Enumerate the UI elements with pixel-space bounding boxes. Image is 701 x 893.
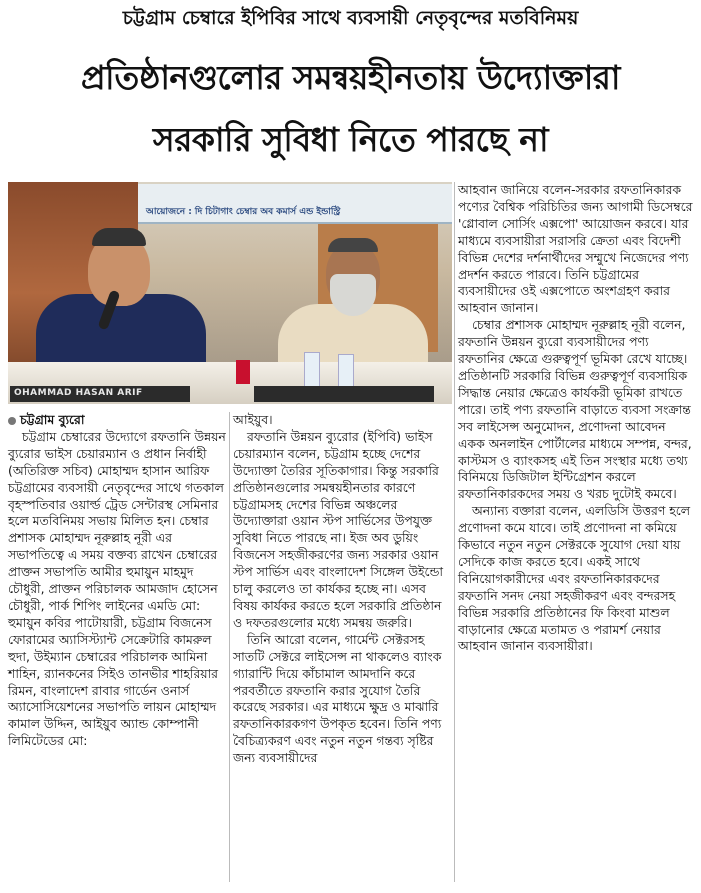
paragraph: আইয়ুব।	[233, 412, 273, 427]
article-column-2	[233, 412, 453, 767]
nameplate	[10, 386, 190, 402]
article-column-1	[8, 412, 228, 750]
photo-banner	[138, 184, 452, 224]
paragraph: তিনি আরো বলেন, গার্মেন্ট সেক্টরসহ সাতটি সেক্টরে লাইসেন্স না থাকলেও ব্যাংক গ্যারান্টি দিয়ে কাঁচামাল আমদানি করে পরবর্তীতে রফতানি করার সুযোগ তৈরি করেছে সরকার। এর মাধ্যমে ক্ষুদ্র ও মাঝারি রফতানিকারকগণ উপকৃত হবেন। তিনি পণ্য বৈচিত্র্যকরণ এবং নতুন নতুন গন্তব্য সৃষ্টির জন্য ব্যবসায়ীদের	[233, 631, 442, 766]
column-divider	[229, 412, 230, 882]
water-bottle	[304, 352, 320, 388]
headline-line-1: প্রতিষ্ঠানগুলোর সমন্বয়হীনতায় উদ্যোক্তারা	[80, 58, 621, 97]
speaker-left-hair	[92, 228, 146, 246]
speaker-right-cap	[328, 238, 378, 252]
kicker-headline: চট্টগ্রাম চেম্বারে ইপিবির সাথে ব্যবসায়ী নেতৃবৃন্দের মতবিনিময়	[122, 7, 579, 29]
pen-holder	[236, 360, 250, 384]
bullet-icon	[8, 417, 16, 425]
column-divider	[454, 182, 455, 882]
paragraph: আহবান জানিয়ে বলেন-সরকার রফতানিকারক পণ্যের বৈশ্বিক পরিচিতির জন্য আগামী ডিসেম্বরে 'গ্লোবাল সোর্সিং এক্সপো' আয়োজন করবে। যার মাধ্যমে ব্যবসায়ীরা সরাসরি ক্রেতা এবং বিদেশী বিভিন্ন দেশের দর্শনার্থীদের সম্মুখে নিজেদের পণ্য প্রদর্শন করতে পারবে। তিনি চট্টগ্রামের ব্যবসায়ীদের ওই এক্সপোতে অংশগ্রহণ করার আহবান জানান।	[458, 182, 693, 316]
photo-banner-text: আয়োজনে : দি চিটাগাং চেম্বার অব কমার্স এন্ড ইন্ডাস্ট্রি	[146, 207, 341, 217]
byline	[8, 412, 228, 429]
nameplate-right	[254, 386, 434, 402]
water-bottle	[338, 354, 354, 388]
news-photo	[8, 182, 452, 404]
byline-text: চট্টগ্রাম ব্যুরো	[20, 412, 85, 427]
paragraph: চট্টগ্রাম চেম্বারের উদ্যোগে রফতানি উন্নয়ন ব্যুরোর ভাইস চেয়ারম্যান ও প্রধান নির্বাহী (অতিরিক্ত সচিব) মোহাম্মদ হাসান আরিফ চট্টগ্রামের ব্যবসায়ী নেতৃবৃন্দের সাথে গতকাল বৃহস্পতিবার ওয়ার্ল্ড ট্রেড সেন্টারস্থ সেমিনার হলে মতবিনিময় সভায় মিলিত হন। চেম্বার প্রশাসক মোহাম্মদ নূরুল্লাহ নূরী এর সভাপতিত্বে এ সময় বক্তব্য রাখেন চেম্বারের প্রাক্তন সভাপতি আমীর হুমায়ুন মাহমুদ চৌধুরী, প্রাক্তন পরিচালক আমজাদ হোসেন চৌধুরী, পার্ক শিপিং লাইনের এমডি মো: হুমায়ুন কবির পাটোয়ারী, চট্টগ্রাম বিজনেস ফোরামের অ্যাসিস্ট্যান্ট সেক্রেটারি কামরুল হুদা, উইম্যান চেম্বারের পরিচালক আমিনা শাহিন, র‍্যানকনের সিইও তানভীর শাহরিয়ার রিমন, বাংলাদেশ রাবার গার্ডেন ওনার্স অ্যাসোসিয়েশনের সভাপতি লায়ন মোহাম্মদ কামাল উদ্দিন, আইয়ুব অ্যান্ড কোম্পানী লিমিটেডের মো:	[8, 428, 226, 749]
paragraph: রফতানি উন্নয়ন ব্যুরোর (ইপিবি) ভাইস চেয়ারম্যান বলেন, চট্টগ্রাম হচ্ছে দেশের উদ্যোক্তা তৈরির সূতিকাগার। কিন্তু সরকারি প্রতিষ্ঠানগুলোর সমন্বয়হীনতার কারণে চট্টগ্রামসহ দেশের বিভিন্ন অঞ্চলের উদ্যোক্তারা ওয়ান স্টপ সার্ভিসের উপযুক্ত সুবিধা নিতে পারছে না। ইজ অব ডুয়িং বিজনেস সহজীকরণের জন্য সরকার ওয়ান স্টপ সার্ভিস এবং বাংলাদেশ সিঙ্গেল উইন্ডো চালু করলেও তা কার্যকর হচ্ছে না। এসব বিষয় কার্যকর করতে হলে সরকারি প্রতিষ্ঠান ও দফতরগুলোর মধ্যে সমন্বয় জরুরি।	[233, 428, 443, 630]
headline-line-2: সরকারি সুবিধা নিতে পারছে না	[152, 120, 549, 159]
nameplate-text: OHAMMAD HASAN ARIF	[14, 388, 143, 398]
article-column-3	[458, 182, 694, 655]
paragraph: চেম্বার প্রশাসক মোহাম্মদ নূরুল্লাহ নূরী বলেন, রফতানি উন্নয়ন ব্যুরো ব্যবসায়ীদের পণ্য রফতানির ক্ষেত্রে গুরুত্বপূর্ণ ভূমিকা রেখে যাচ্ছে। প্রতিষ্ঠানটি সরকারি বিভিন্ন গুরুত্বপূর্ণ ব্যবসায়িক সিদ্ধান্ত নেয়ার ক্ষেত্রেও কার্যকরী ভূমিকা রাখতে পারে। তাই পণ্য রফতানি বাড়াতে ব্যবসা সংক্রান্ত সব লাইসেন্স অনুমোদন, প্রণোদনা আবেদন একক অনলাইন পোর্টালের মাধ্যমে সম্পন্ন, বন্দর, কাস্টমস ও ব্যাংকসহ এই তিন সংস্থার মধ্যে তথ্য বিনিময়ে ডিজিটাল ইন্টিগ্রেশন করলে রফতানিকারকদের সময় ও খরচ দুটোই কমবে।	[458, 317, 692, 502]
paragraph: অন্যান্য বক্তারা বলেন, এলডিসি উত্তরণ হলে প্রণোদনা কমে যাবে। তাই প্রণোদনা না কমিয়ে কিভাবে নতুন নতুন সেক্টরকে সুযোগ দেয়া যায় সেদিকে কাজ করতে হবে। একই সাথে বিনিয়োগকারীদের এবং রফতানিকারকদের রফতানি সনদ নেয়া সহজীকরণ এবং বন্দরসহ বিভিন্ন সরকারি প্রতিষ্ঠানের ফি কিংবা মাশুল বাড়ানোর ক্ষেত্রে মতামত ও পরামর্শ নেয়ার আহবান জানান ব্যবসায়ীরা।	[458, 503, 690, 654]
